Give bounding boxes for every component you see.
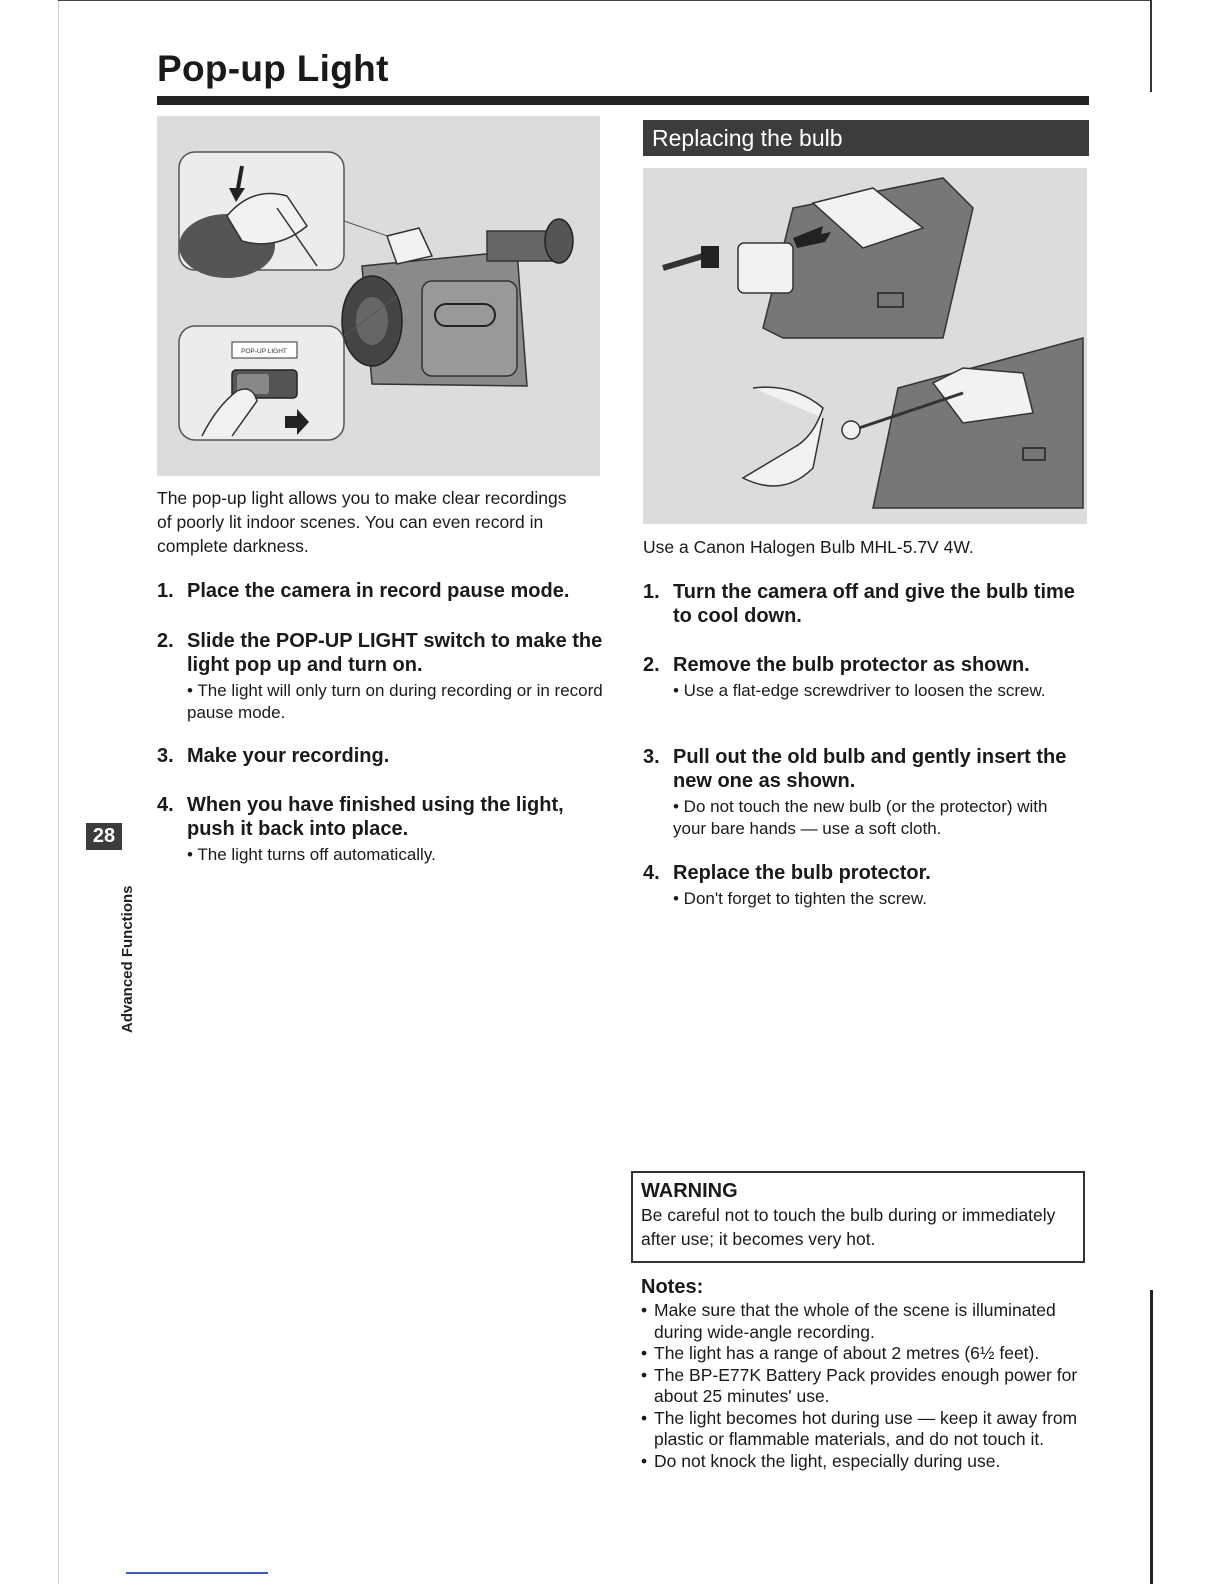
page-edge-right-top [1150, 0, 1152, 92]
step-heading: Make your recording. [187, 745, 390, 767]
footer-line [126, 1572, 268, 1574]
step-note: • The light turns off automatically. [187, 845, 436, 864]
page-edge-top [58, 0, 1152, 1]
section-side-label: Advanced Functions [119, 885, 136, 1033]
notes-title: Notes: [641, 1276, 704, 1298]
left-step-3 [157, 744, 612, 768]
right-step-2 [643, 653, 1083, 702]
step-heading: Turn the camera off and give the bulb time to cool down. [673, 581, 1075, 627]
step-number: 1. [643, 581, 660, 603]
step-note: • The light will only turn on during recording or in record pause mode. [187, 681, 603, 722]
step-heading: When you have finished using the light, push it back into place. [187, 794, 564, 840]
step-number: 1. [157, 580, 174, 602]
step-note: • Don't forget to tighten the screw. [673, 889, 927, 908]
step-number: 3. [157, 745, 174, 767]
section-heading-replacing-bulb: Replacing the bulb [643, 120, 1089, 156]
note-item: • The light has a range of about 2 metres (6½ feet). [641, 1343, 1091, 1365]
warning-title: WARNING [641, 1180, 738, 1202]
switch-label-text: POP-UP LIGHT [241, 348, 287, 355]
step-note: • Use a flat-edge screwdriver to loosen the screw. [673, 681, 1046, 700]
right-step-1 [643, 580, 1083, 628]
right-step-3 [643, 745, 1083, 840]
step-note: • Do not touch the new bulb (or the protector) with your bare hands — use a soft cloth. [673, 797, 1048, 838]
step-number: 4. [643, 862, 660, 884]
left-step-4 [157, 793, 612, 866]
step-number: 2. [643, 654, 660, 676]
note-item: • Do not knock the light, especially during use. [641, 1451, 1091, 1473]
camcorder-popup-light-drawing [157, 116, 600, 476]
page-edge-right-bottom [1150, 1290, 1153, 1584]
step-heading: Replace the bulb protector. [673, 862, 931, 884]
page-number-tab: 28 [86, 823, 122, 850]
left-step-1 [157, 579, 612, 603]
step-heading: Pull out the old bulb and gently insert the new one as shown. [673, 746, 1067, 792]
note-item: • Make sure that the whole of the scene is illuminated during wide-angle recording. [641, 1300, 1091, 1343]
intro-paragraph: The pop-up light allows you to make clear recordings of poorly lit indoor scenes. You can even record in complete darkness. [157, 488, 567, 556]
step-heading: Slide the POP-UP LIGHT switch to make the light pop up and turn on. [187, 630, 603, 676]
warning-box [631, 1171, 1085, 1263]
page-edge-left [58, 0, 59, 1584]
step-heading: Remove the bulb protector as shown. [673, 654, 1030, 676]
title-rule [157, 96, 1089, 105]
step-number: 4. [157, 794, 174, 816]
popup-light-illustration [157, 116, 600, 476]
right-step-4 [643, 861, 1083, 910]
step-heading: Place the camera in record pause mode. [187, 580, 570, 602]
left-step-2 [157, 629, 612, 724]
step-number: 3. [643, 746, 660, 768]
bulb-replacement-illustration [643, 168, 1087, 524]
notes-list [641, 1300, 1091, 1472]
note-item: • The light becomes hot during use — keep it away from plastic or flammable materials, and do not touch it. [641, 1408, 1091, 1451]
note-item: • The BP-E77K Battery Pack provides enough power for about 25 minutes' use. [641, 1365, 1091, 1408]
warning-text: Be careful not to touch the bulb during or immediately after use; it becomes very hot. [641, 1205, 1056, 1249]
bulb-caption: Use a Canon Halogen Bulb MHL-5.7V 4W. [643, 537, 974, 557]
bulb-replacement-drawing [643, 168, 1087, 524]
step-number: 2. [157, 630, 174, 652]
page-title: Pop-up Light [157, 48, 389, 89]
